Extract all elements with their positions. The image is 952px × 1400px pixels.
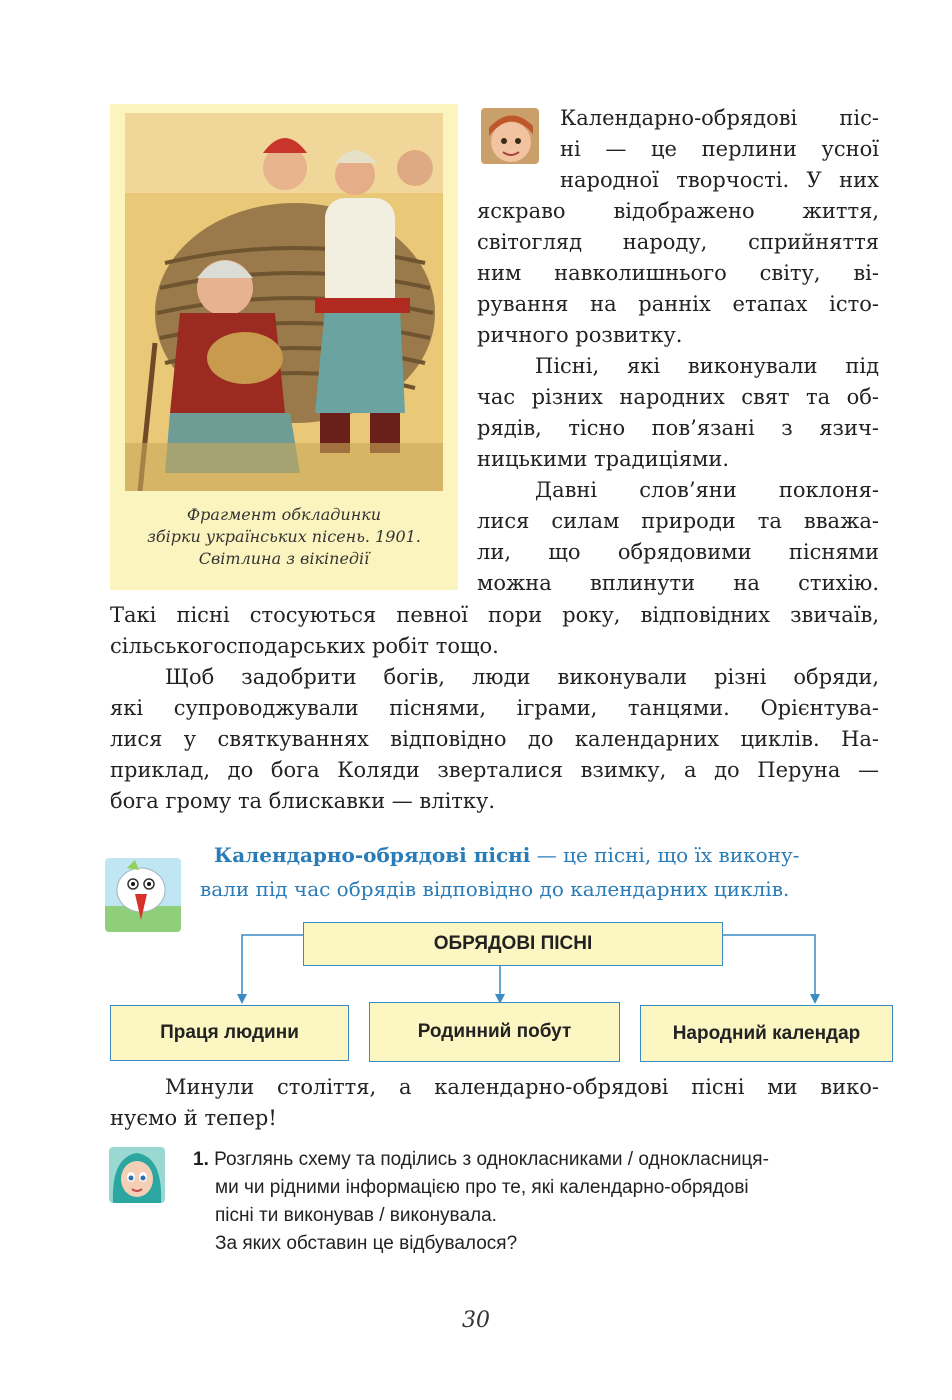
paragraph-line: Такі пісні стосуються певної пори року, відповідних звичаїв, — [110, 603, 879, 627]
paragraph-line: нуємо й тепер! — [110, 1106, 277, 1130]
diagram-root-box: ОБРЯДОВІ ПІСНІ — [303, 922, 723, 966]
intro-line: яскраво відображено життя, — [477, 199, 879, 223]
intro-line: ним навколишнього світу, ві- — [477, 261, 879, 285]
intro-line: рування на ранніх етапах істо- — [477, 292, 879, 316]
paragraph-line: лися силам природи та вважа- — [477, 509, 879, 533]
paragraph-line: можна вплинути на стихію. — [477, 571, 879, 595]
paragraph-line: ли, що обрядовими піснями — [477, 540, 879, 564]
diagram-child-box: Народний календар — [640, 1005, 893, 1062]
girl-character-icon — [109, 1147, 165, 1203]
paragraph-line: Пісні, які виконували під — [535, 354, 879, 378]
caption-line: збірки українських пісень. 1901. — [147, 527, 421, 546]
intro-line: світогляд народу, сприйняття — [477, 230, 879, 254]
intro-line: ричного розвитку. — [477, 323, 683, 347]
paragraph-line: лися у святкуваннях відповідно до календарних циклів. На- — [110, 727, 879, 751]
diagram-child-box: Родинний побут — [369, 1002, 620, 1062]
intro-line: Календарно-обрядові піс- — [560, 106, 879, 130]
task-line: 1. Розглянь схему та поділись з однокласниками / однокласниця- — [193, 1149, 769, 1170]
caption-line: Фрагмент обкладинки — [186, 505, 382, 524]
intro-line: народної творчості. У них — [560, 168, 879, 192]
task-line: За яких обставин це відбувалося? — [215, 1233, 518, 1254]
paragraph-line: сільськогосподарських робіт тощо. — [110, 634, 499, 658]
definition-term: Календарно-обрядові пісні — [214, 843, 531, 867]
paragraph-line: Щоб задобрити богів, люди виконували різні обряди, — [165, 665, 879, 689]
page-number: 30 — [462, 1308, 490, 1333]
paragraph-line: Минули століття, а календарно-обрядові пісні ми вико- — [165, 1075, 879, 1099]
paragraph-line: рядів, тісно пов’язані з язич- — [477, 416, 879, 440]
definition-text: — це пісні, що їх викону- — [530, 843, 800, 867]
paragraph-line: час різних народних свят та об- — [477, 385, 879, 409]
definition-line: вали під час обрядів відповідно до календарних циклів. — [200, 877, 790, 901]
diagram-child-box: Праця людини — [110, 1005, 349, 1061]
paragraph-line: які супроводжували піснями, іграми, танцями. Орієнтува- — [110, 696, 879, 720]
paragraph-line: Давні слов’яни поклоня- — [535, 478, 879, 502]
caption-line: Світлина з вікіпедії — [198, 549, 370, 568]
task-number: 1. — [193, 1149, 209, 1170]
intro-line: ні — це перлини усної — [560, 137, 879, 161]
task-line: ми чи рідними інформацією про те, які календарно-обрядові — [215, 1177, 749, 1198]
paragraph-line: ницькими традиціями. — [477, 447, 730, 471]
paragraph-line: бога грому та блискавки — влітку. — [110, 789, 496, 813]
task-line: пісні ти виконував / виконувала. — [215, 1205, 497, 1226]
paragraph-line: приклад, до бога Коляди зверталися взимку, а до Перуна — — [110, 758, 879, 782]
